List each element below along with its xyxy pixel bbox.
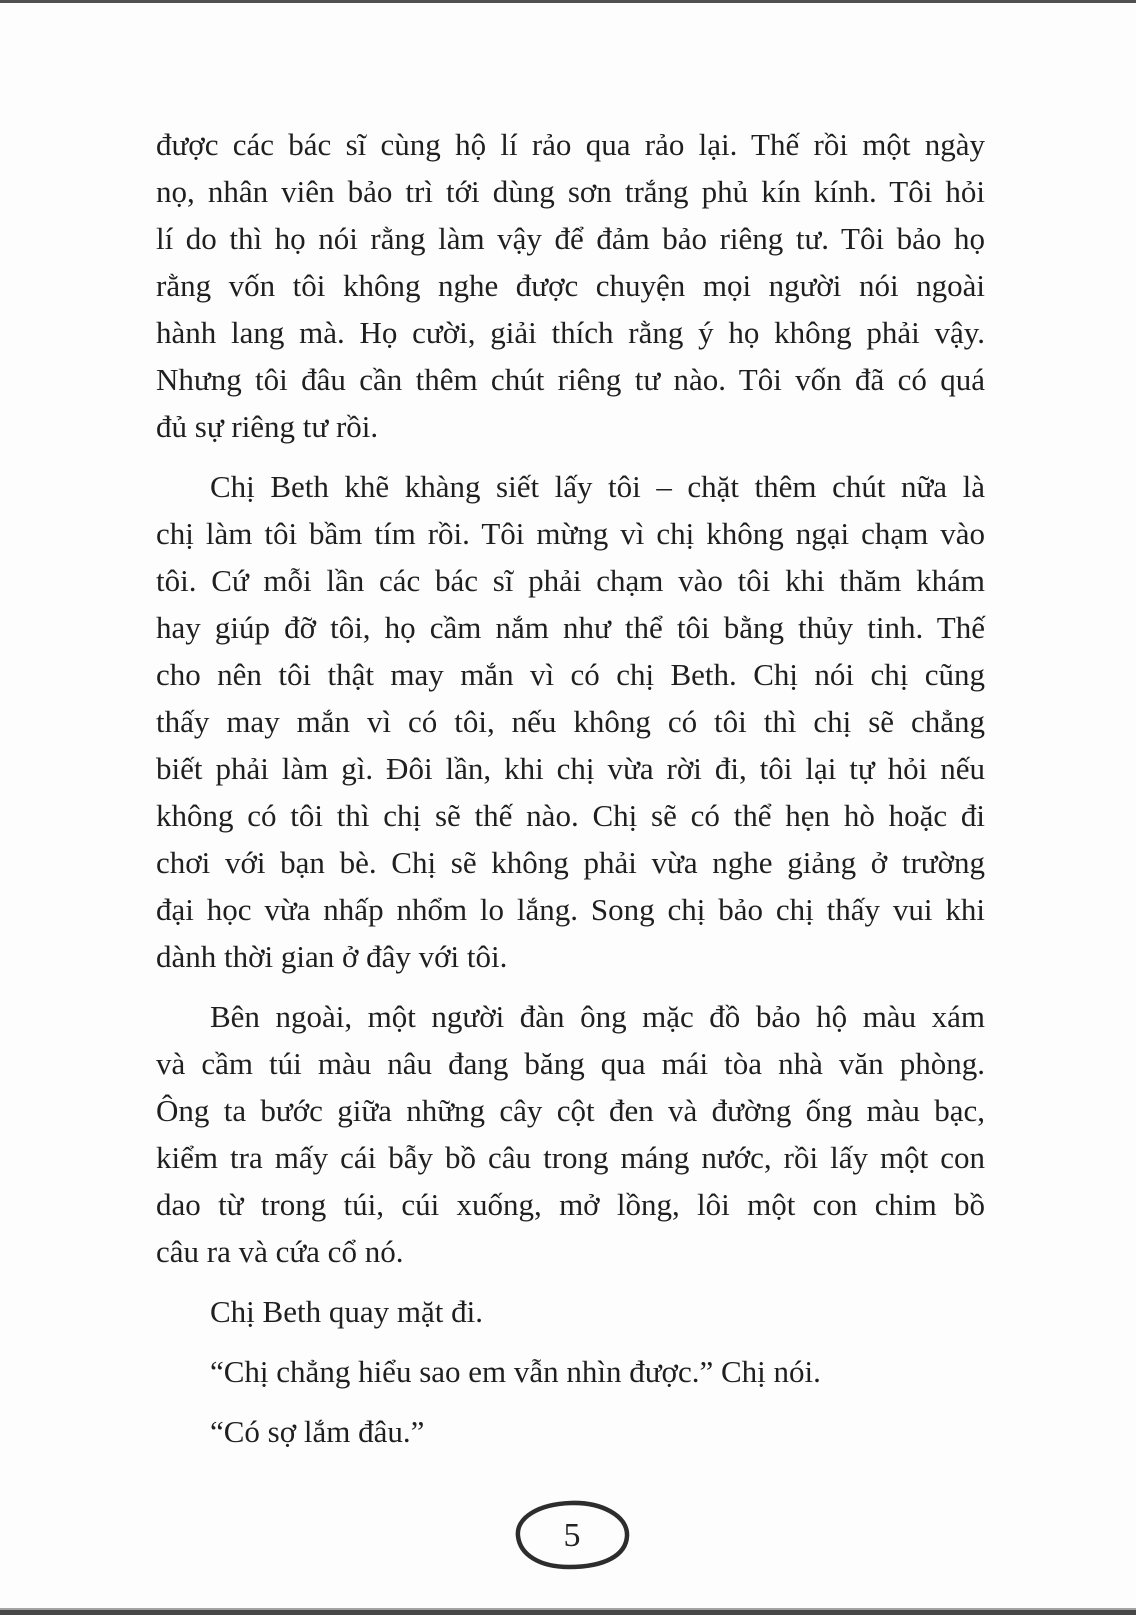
page-bottom-edge [0,1608,1136,1615]
text-line: Bên ngoài, một người đàn ông mặc đồ bảo hộ màu xám [210,999,985,1034]
paragraph [156,1288,985,1335]
text-line: không có tôi thì chị sẽ thế nào. Chị sẽ có thể hẹn hò hoặc đi [156,798,985,833]
text-line: “Có sợ lắm đâu.” [210,1414,425,1449]
page-number: 5 [563,1517,581,1554]
text-line: “Chị chẳng hiểu sao em vẫn nhìn được.” Chị nói. [210,1354,821,1389]
text-line: Ông ta bước giữa những cây cột đen và đường ống màu bạc, [156,1093,985,1128]
text-line: thấy may mắn vì có tôi, nếu không có tôi thì chị sẽ chẳng [156,704,985,739]
page-number-badge [512,1497,632,1573]
text-line: chị làm tôi bầm tím rồi. Tôi mừng vì chị không ngại chạm vào [156,516,985,551]
text-line: Chị Beth quay mặt đi. [210,1294,483,1329]
text-line: Chị Beth khẽ khàng siết lấy tôi – chặt thêm chút nữa là [210,469,985,504]
page-top-edge [0,0,1136,3]
text-line: hành lang mà. Họ cười, giải thích rằng ý họ không phải vậy. [156,315,985,350]
text-line: đủ sự riêng tư rồi. [156,409,379,444]
text-line: cho nên tôi thật may mắn vì có chị Beth. Chị nói chị cũng [156,657,985,692]
text-line: dành thời gian ở đây với tôi. [156,939,508,974]
paragraph [156,1408,985,1455]
text-line: rằng vốn tôi không nghe được chuyện mọi người nói ngoài [156,268,985,303]
text-line: kiểm tra mấy cái bẫy bồ câu trong máng nước, rồi lấy một con [156,1140,985,1175]
paragraph [156,993,985,1275]
text-line: câu ra và cứa cổ nó. [156,1234,404,1269]
text-line: đại học vừa nhấp nhổm lo lắng. Song chị bảo chị thấy vui khi [156,892,985,927]
text-line: và cầm túi màu nâu đang băng qua mái tòa nhà văn phòng. [156,1046,985,1081]
text-line: dao từ trong túi, cúi xuống, mở lồng, lôi một con chim bồ [156,1187,985,1222]
paragraph [156,463,985,980]
text-line: Nhưng tôi đâu cần thêm chút riêng tư nào. Tôi vốn đã có quá [156,362,985,397]
text-line: chơi với bạn bè. Chị sẽ không phải vừa nghe giảng ở trường [156,845,985,880]
text-line: được các bác sĩ cùng hộ lí rảo qua rảo lại. Thế rồi một ngày [156,127,985,162]
text-line: nọ, nhân viên bảo trì tới dùng sơn trắng phủ kín kính. Tôi hỏi [156,174,985,209]
text-line: hay giúp đỡ tôi, họ cầm nắm như thể tôi bằng thủy tinh. Thế [156,610,985,645]
paragraph [156,121,985,450]
page-text [156,121,985,1455]
text-line: biết phải làm gì. Đôi lần, khi chị vừa rời đi, tôi lại tự hỏi nếu [156,751,985,786]
text-line: tôi. Cứ mỗi lần các bác sĩ phải chạm vào tôi khi thăm khám [156,563,985,598]
paragraph [156,1348,985,1395]
text-line: lí do thì họ nói rằng làm vậy để đảm bảo riêng tư. Tôi bảo họ [156,221,985,256]
